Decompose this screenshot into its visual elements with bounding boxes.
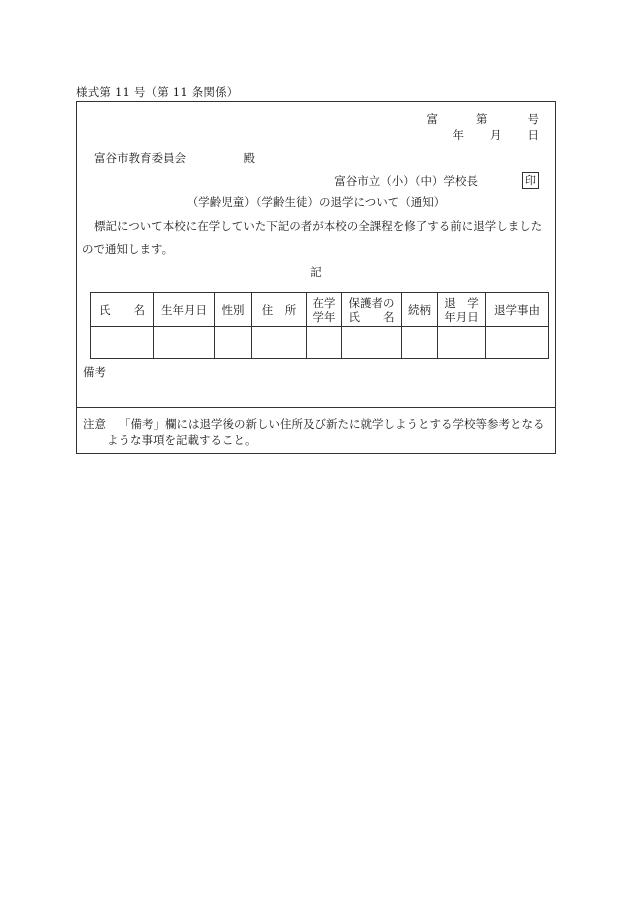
cell-grade[interactable]	[307, 327, 342, 359]
header-name: 氏 名	[91, 293, 154, 327]
subject-line: （学齢児童）（学齢生徒）の退学について（通知）	[186, 195, 446, 209]
header-withdrawal-reason: 退学事由	[486, 293, 549, 327]
cell-sex[interactable]	[215, 327, 252, 359]
document-number	[427, 111, 540, 127]
cell-name[interactable]	[91, 327, 154, 359]
header-grade: 在学 学年	[307, 293, 342, 327]
cell-guardian-name[interactable]	[342, 327, 402, 359]
note-line-2: ような事項を記載すること。	[107, 433, 257, 447]
form-frame	[76, 101, 556, 454]
sender-name: 富谷市立（小）（中）学校長	[334, 173, 478, 188]
cell-address[interactable]	[252, 327, 307, 359]
document-number-prefix: 富	[426, 112, 438, 126]
date-month: 月	[490, 128, 502, 142]
form-caption: 様式第 11 号（第 11 条関係）	[76, 85, 239, 99]
body-text: 標記について本校に在学していた下記の者が本校の全課程を修了する前に退学しましたので通知します。	[82, 219, 543, 256]
header-relationship: 続柄	[402, 293, 438, 327]
remarks-label: 備考	[83, 365, 106, 379]
ki-heading: 記	[310, 265, 322, 279]
note-line-1: 「備考」欄には退学後の新しい住所及び新たに就学しようとする学校等参考となる	[119, 417, 545, 431]
table-row	[91, 327, 549, 359]
seal-mark: 印	[522, 172, 539, 189]
header-birthdate: 生年月日	[154, 293, 215, 327]
table-header-row	[91, 293, 549, 327]
header-guardian-name: 保護者の 氏 名	[342, 293, 402, 327]
document-number-middle: 第	[476, 112, 488, 126]
cell-withdrawal-reason[interactable]	[486, 327, 549, 359]
addressee: 富谷市教育委員会 殿	[94, 151, 255, 165]
header-address: 住 所	[252, 293, 307, 327]
cell-birthdate[interactable]	[154, 327, 215, 359]
date-year: 年	[452, 128, 464, 142]
withdrawal-table	[90, 292, 549, 359]
sender	[334, 172, 539, 189]
cell-relationship[interactable]	[402, 327, 438, 359]
note-label: 注意	[83, 417, 106, 431]
date-day: 日	[527, 128, 539, 142]
cell-withdrawal-date[interactable]	[438, 327, 486, 359]
document-date	[453, 127, 540, 143]
header-withdrawal-date: 退 学 年月日	[438, 293, 486, 327]
document-number-suffix: 号	[527, 112, 539, 126]
header-sex: 性別	[215, 293, 252, 327]
note-divider	[77, 407, 555, 408]
